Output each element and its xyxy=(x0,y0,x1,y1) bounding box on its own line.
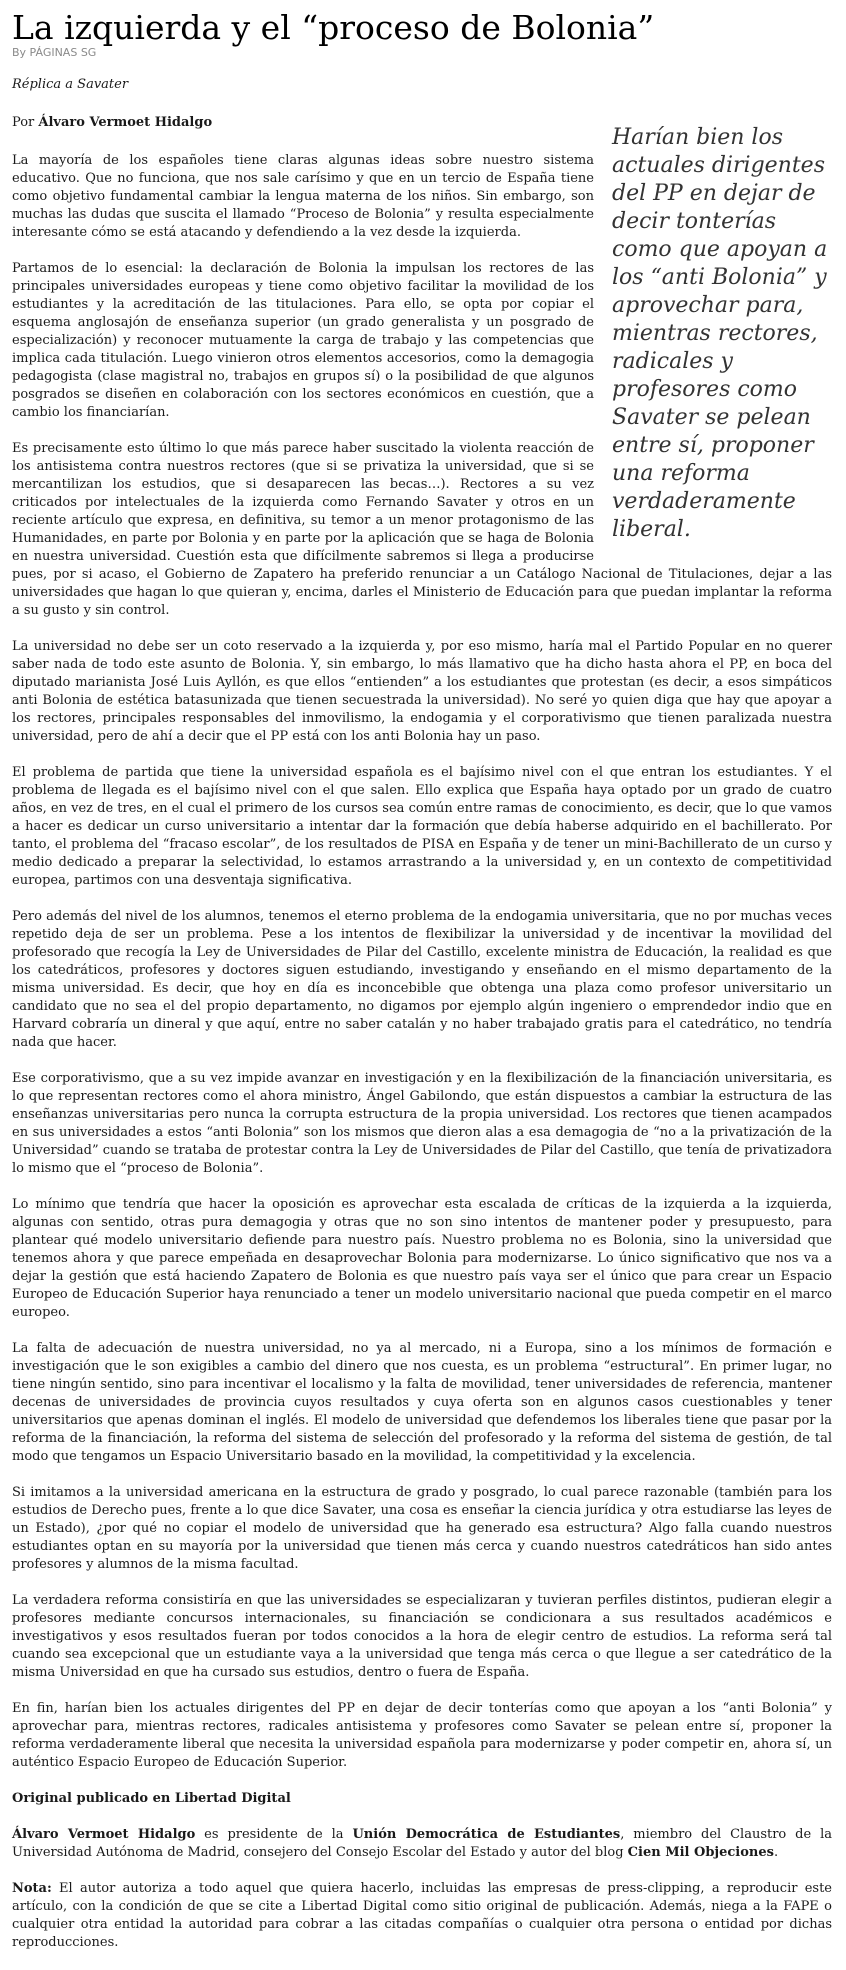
source-link[interactable]: Original publicado en Libertad Digital xyxy=(12,1791,291,1806)
source-line xyxy=(12,1790,832,1808)
bio-name: Álvaro Vermoet Hidalgo xyxy=(12,1827,196,1842)
pull-quote: Harían bien los actuales dirigentes del PP en dejar de decir tonterías como que apoyan a los “anti Bolonia” y aprovechar para, mientras rectores, radicales y profesores como Savater se pelean entre sí, proponer una reforma verdaderamente liberal. xyxy=(612,125,828,542)
paragraph-6: Pero además del nivel de los alumnos, tenemos el eterno problema de la endogamia universitaria, que no por muchas veces repetido deja de ser un problema. Pese a los intentos de flexibilizar la universidad y de incentivar la movilidad del profesorado que recogía la Ley de Universidades de Pilar del Castillo, excelente ministra de Educación, la realidad es que los catedráticos, profesores y doctores siguen estudiando, investigando y enseñando en el mismo departamento de la misma universidad. Es decir, que hoy en día es inconcebible que obtenga una plaza como profesor universitario un candidato que no sea el del propio departamento, no digamos por ejemplo algún ingeniero o emprendedor indio que en Harvard cobraría un dineral y que aquí, entre no saber catalán y no haber trabajado gratis para el catedrático, no tendría nada que hacer. xyxy=(12,909,832,1050)
paragraph-5: El problema de partida que tiene la universidad española es el bajísimo nivel con el que entran los estudiantes. Y el problema de llegada es el bajísimo nivel con el que salen. Ello explica que España haya optado por un grado de cuatro años, en vez de tres, en el cual el primero de los cursos sea común entre ramas de conocimiento, es decir, que lo que vamos a hacer es dedicar un curso universitario a intentar dar la formación que debía haberse adquirido en el bachillerato. Por tanto, el problema del “fracaso escolar”, de los resultados de PISA en España y de tener un mini-Bachillerato de un curso y medio dedicado a preparar la selectividad, lo estamos arrastrando a la universidad y, en un contexto de competitividad europea, partimos con una desventaja significativa. xyxy=(12,765,832,888)
author-name: Álvaro Vermoet Hidalgo xyxy=(38,115,213,130)
article-body xyxy=(12,76,832,1970)
paragraph-4: La universidad no debe ser un coto reservado a la izquierda y, por eso mismo, haría mal el Partido Popular en no querer saber nada de todo este asunto de Bolonia. Y, sin embargo, lo más llamativo que ha dicho hasta ahora el PP, en boca del diputado marianista José Luis Ayllón, es que ellos “entienden” a los estudiantes que protestan (es decir, a esos simpáticos anti Bolonia de estética batasunizada que tienen secuestrada la universidad). No seré yo quien diga que hay que apoyar a los rectores, principales responsables del inmovilismo, la endogamia y el corporativismo que tienen paralizada nuestra universidad, pero de ahí a decir que el PP está con los anti Bolonia hay un paso. xyxy=(12,639,832,744)
paragraph-2: Partamos de lo esencial: la declaración de Bolonia la impulsan los rectores de las principales universidades europeas y tiene como objetivo facilitar la movilidad de los estudiantes y la acreditación de las titulaciones. Para ello, se opta por copiar el esquema anglosajón de enseñanza superior (un grado generalista y un posgrado de especialización) y reconocer mutuamente la carga de trabajo y las competencias que implica cada titulación. Luego vinieron otros elementos accesorios, como la demagogia pedagogista (clase magistral no, trabajos en grupos sí) o la posibilidad de que algunos posgrados se diseñen en colaboración con los sectores económicos en cuestión, que a cambio los financiarían. xyxy=(12,261,594,420)
paragraph-7: Ese corporativismo, que a su vez impide avanzar en investigación y en la flexibilización de la financiación universitaria, es lo que representan rectores como el ahora ministro, Ángel Gabilondo, que están dispuestos a cambiar la estructura de las enseñanzas universitarias pero nunca la corrupta estructura de la propia universidad. Los rectores que tienen acampados en sus universidades a estos “anti Bolonia” son los mismos que dieron alas a esa demagogia de “no a la privatización de la Universidad” cuando se trataba de protestar contra la Ley de Universidades de Pilar del Castillo, que tenía de privatizadora lo mismo que el “proceso de Bolonia”. xyxy=(12,1071,832,1176)
author-prefix: Por xyxy=(12,115,39,130)
bio-text-1: es presidente de la xyxy=(195,1827,353,1842)
bio-org-link[interactable]: Unión Democrática de Estudiantes xyxy=(352,1827,621,1842)
paragraph-3: Es precisamente esto último lo que más parece haber suscitado la violenta reacción de los antisistema contra nuestros rectores (que si se privatiza la universidad, que si se mercantilizan los estudios, que si desaparecen las becas…). Rectores a su vez criticados por intelectuales de la izquierda como Fernando Savater y otros en un reciente artículo que expresa, en definitiva, su temor a un menor protagonismo de las Humanidades, en parte por Bolonia y en parte por la aplicación que se haga de Bolonia en nuestra universidad. Cuestión esta que difícilmente sabremos si llega a producirse pues, por si acaso, el Gobierno de Zapatero ha preferido renunciar a un Catálogo Nacional de Titulaciones, dejar a las universidades que hagan lo que quieran y, encima, darles el Ministerio de Educación para que puedan implantar la reforma a su gusto y sin control. xyxy=(12,441,832,618)
bio-blog-link[interactable]: Cien Mil Objeciones xyxy=(627,1845,774,1860)
note-label: Nota: xyxy=(12,1881,52,1896)
paragraph-10: Si imitamos a la universidad americana en la estructura de grado y posgrado, lo cual parece razonable (también para los estudios de Derecho pues, frente a lo que dice Savater, una cosa es enseñar la ciencia jurídica y otra estudiarse las leyes de un Estado), ¿por qué no copiar el modelo de universidad que ha generado esa estructura? Algo falla cuando nuestros estudiantes optan en su mayoría por la universidad que tienen más cerca y cuando nuestros catedráticos han sido antes profesores y alumnos de la misma facultad. xyxy=(12,1485,832,1572)
paragraph-1: La mayoría de los españoles tiene claras algunas ideas sobre nuestro sistema educativo. Que no funciona, que nos sale carísimo y que en un tercio de España tiene como objetivo fundamental cambiar la lengua materna de los niños. Sin embargo, son muchas las dudas que suscita el llamado “Proceso de Bolonia” y resulta especialmente interesante cómo se está atacando y defendiendo a la vez desde la izquierda. xyxy=(12,153,594,240)
article-subtitle: Réplica a Savater xyxy=(12,77,129,92)
bio-text-2: , miembro del Claustro de la Universidad Autónoma de Madrid, consejero del Consejo Escolar del Estado y autor del blog xyxy=(12,1827,832,1860)
paragraph-12: En fin, harían bien los actuales dirigentes del PP en dejar de decir tonterías como que apoyan a los “anti Bolonia” y aprovechar para, mientras rectores, radicales antisistema y profesores como Savater se pelean entre sí, proponer la reforma verdaderamente liberal que necesita la universidad española para modernizarse y poder competir en, ahora sí, un auténtico Espacio Europeo de Educación Superior. xyxy=(12,1701,832,1770)
paragraph-8: Lo mínimo que tendría que hacer la oposición es aprovechar esta escalada de críticas de la izquierda a la izquierda, algunas con sentido, otras pura demagogia y otras que no son sino intentos de mantener poder y presupuesto, para plantear qué modelo universitario defiende para nuestro país. Nuestro problema no es Bolonia, sino la universidad que tenemos ahora y que parece empeñada en desaprovechar Bolonia para modernizarse. Lo único significativo que nos va a dejar la gestión que está haciendo Zapatero de Bolonia es que nuestro país vaya ser el único que para crear un Espacio Europeo de Educación Superior haya renunciado a tener un modelo universitario nacional que pueda competir en el marco europeo. xyxy=(12,1197,832,1320)
copyright-note xyxy=(12,1880,832,1952)
article-byline: By PÁGINAS SG xyxy=(12,46,97,59)
article-title: La izquierda y el “proceso de Bolonia” xyxy=(12,8,655,47)
paragraph-11: La verdadera reforma consistiría en que las universidades se especializaran y tuvieran perfiles distintos, pudieran elegir a profesores mediante concursos internacionales, su financiación se condicionara a sus resultados académicos e investigativos y esos resultados fueran por todos conocidos a la hora de elegir centro de estudios. La reforma será tal cuando sea excepcional que un estudiante vaya a la universidad que tenga más cerca o que llegue a ser catedrático de la misma Universidad en que ha cursado sus estudios, dentro o fuera de España. xyxy=(12,1593,832,1680)
bio-text-end: . xyxy=(773,1845,779,1860)
paragraph-9: La falta de adecuación de nuestra universidad, no ya al mercado, ni a Europa, sino a los mínimos de formación e investigación que le son exigibles a cambio del dinero que nos cuesta, es un problema “estructural”. En primer lugar, no tiene ningún sentido, sino para incentivar el localismo y la falta de movilidad, tener universidades de referencia, mantener decenas de universidades de provincia cuyos resultados y cuya oferta son en algunos casos cuestionables y tener universitarios que apenas dominan el inglés. El modelo de universidad que defendemos los liberales tiene que pasar por la reforma de la financiación, la reforma del sistema de selección del profesorado y la reforma del sistema de gestión, de tal modo que tengamos un Espacio Universitario basado en la movilidad, la competitividad y la excelencia. xyxy=(12,1341,832,1464)
note-text: El autor autoriza a todo aquel que quiera hacerlo, incluidas las empresas de press-clipping, a reproducir este artículo, con la condición de que se cite a Libertad Digital como sitio original de publicación. Además, niega a la FAPE o cualquier otra entidad la autoridad para cobrar a las citadas compañías o cualquier otra persona o entidad por dichas reproducciones. xyxy=(12,1881,832,1950)
author-bio xyxy=(12,1826,832,1862)
